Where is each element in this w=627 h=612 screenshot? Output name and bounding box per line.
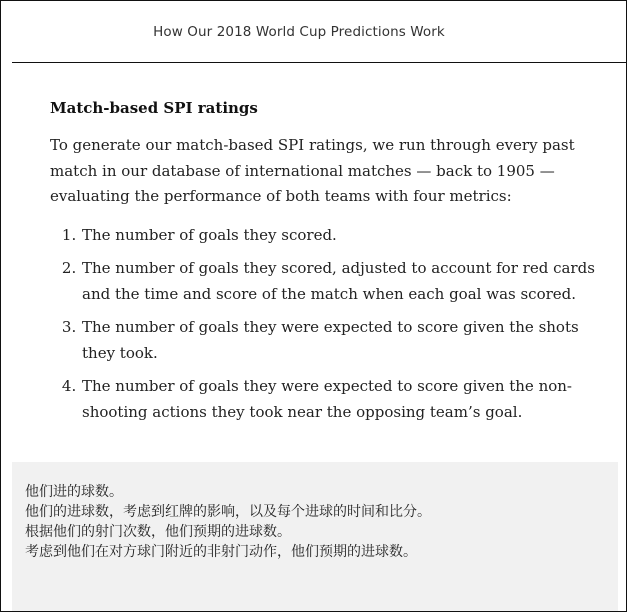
section-heading: Match-based SPI ratings — [50, 99, 258, 117]
translation-line-1: 他们进的球数。 — [25, 484, 123, 500]
translation-line-3: 根据他们的射门次数，他们预期的进球数。 — [25, 524, 291, 540]
translation-panel — [12, 462, 618, 611]
metric-item-1: 1. The number of goals they scored. — [81, 223, 610, 249]
metrics-list — [50, 223, 610, 426]
page-header — [12, 1, 626, 63]
metric-item-3: 3. The number of goals they were expected to score given the shots they took. — [81, 315, 610, 366]
metric-item-4: 4. The number of goals they were expected to score given the non-shooting actions they took near the opposing team’s goal. — [81, 374, 610, 425]
intro-paragraph: To generate our match-based SPI ratings, we run through every past match in our database of international matches — back to 1905 — evaluating the performance of both teams with four metrics: — [50, 136, 575, 205]
translation-line-4: 考虑到他们在对方球门附近的非射门动作，他们预期的进球数。 — [25, 544, 417, 560]
article-body — [1, 63, 610, 425]
page-title: How Our 2018 World Cup Predictions Work — [153, 23, 445, 40]
metric-item-2: 2. The number of goals they scored, adjusted to account for red cards and the time and score of the match when each goal was scored. — [81, 256, 610, 307]
translation-line-2: 他们的进球数，考虑到红牌的影响，以及每个进球的时间和比分。 — [25, 504, 431, 520]
